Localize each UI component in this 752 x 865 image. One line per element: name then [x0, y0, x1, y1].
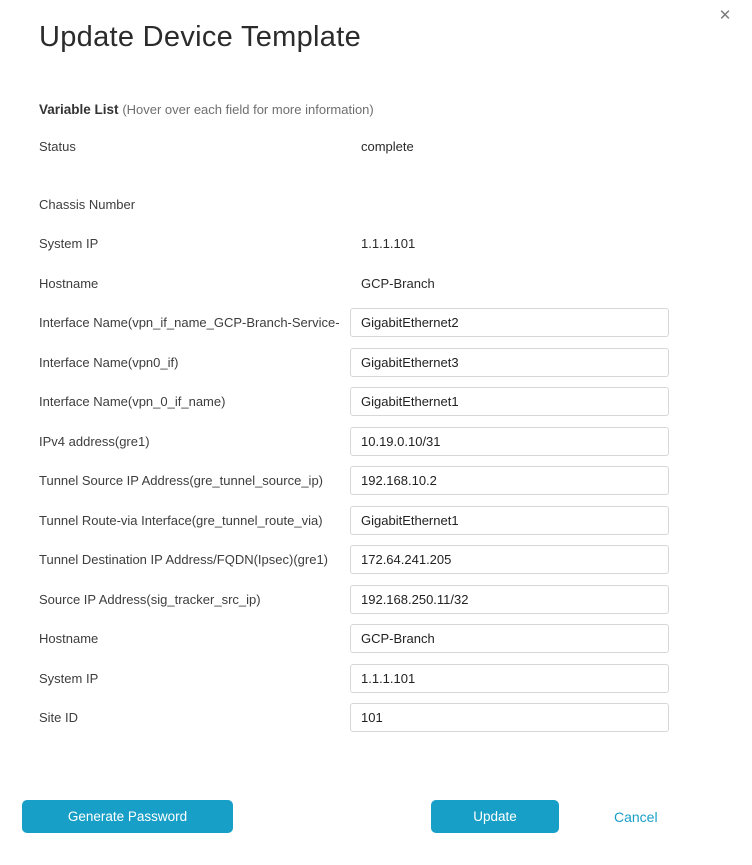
variable-list-header: [39, 102, 374, 117]
variable-label: Chassis Number: [39, 196, 136, 212]
variable-label: Interface Name(vpn0_if): [39, 354, 179, 370]
variable-input[interactable]: [350, 308, 669, 337]
variable-label: Hostname: [39, 631, 99, 647]
variable-input[interactable]: [350, 387, 669, 416]
variable-row: [39, 659, 699, 699]
variable-row: [39, 501, 699, 541]
variable-row: [39, 540, 699, 580]
variable-input[interactable]: [350, 506, 669, 535]
variable-input[interactable]: [350, 466, 669, 495]
generate-password-button[interactable]: Generate Password: [22, 800, 233, 833]
variable-row: [39, 382, 699, 422]
variable-value: complete: [361, 139, 414, 155]
variable-value: GCP-Branch: [361, 275, 435, 291]
variable-label: Interface Name(vpn_if_name_GCP-Branch-Service-: [39, 315, 340, 331]
variable-row: [39, 343, 699, 383]
variable-row: [39, 422, 699, 462]
variable-label: System IP: [39, 236, 99, 252]
variable-row: [39, 580, 699, 620]
variable-label: IPv4 address(gre1): [39, 433, 150, 449]
dialog-footer: [0, 800, 752, 833]
close-icon[interactable]: ✕: [714, 4, 736, 26]
variable-list-heading: Variable List: [39, 102, 119, 117]
variable-row: [39, 619, 699, 659]
variable-row: [39, 303, 699, 343]
variable-row: [39, 185, 699, 225]
variable-input[interactable]: [350, 427, 669, 456]
variable-input[interactable]: [350, 585, 669, 614]
variable-input[interactable]: [350, 624, 669, 653]
variable-row: [39, 461, 699, 501]
variable-label: Source IP Address(sig_tracker_src_ip): [39, 591, 261, 607]
variable-label: Tunnel Source IP Address(gre_tunnel_source_ip): [39, 473, 324, 489]
variable-input[interactable]: [350, 703, 669, 732]
variable-label: Status: [39, 139, 76, 155]
update-button[interactable]: Update: [431, 800, 559, 833]
variable-label: Hostname: [39, 275, 99, 291]
cancel-link[interactable]: Cancel: [614, 800, 658, 833]
variable-list-hint: (Hover over each field for more information): [122, 102, 374, 117]
variable-label: Tunnel Destination IP Address/FQDN(Ipsec)(gre1): [39, 552, 329, 568]
variable-input[interactable]: [350, 545, 669, 574]
variable-row: [39, 224, 699, 264]
variable-row: [39, 698, 699, 738]
variable-input[interactable]: [350, 348, 669, 377]
variable-label: Interface Name(vpn_0_if_name): [39, 394, 226, 410]
dialog-title: Update Device Template: [39, 21, 362, 53]
variable-label: Site ID: [39, 710, 79, 726]
variable-input[interactable]: [350, 664, 669, 693]
variable-label: System IP: [39, 670, 99, 686]
variable-row: [39, 127, 699, 167]
variable-row: [39, 264, 699, 304]
variable-value: 1.1.1.101: [361, 236, 416, 252]
variable-list: [39, 127, 699, 738]
variable-label: Tunnel Route-via Interface(gre_tunnel_route_via): [39, 512, 323, 528]
